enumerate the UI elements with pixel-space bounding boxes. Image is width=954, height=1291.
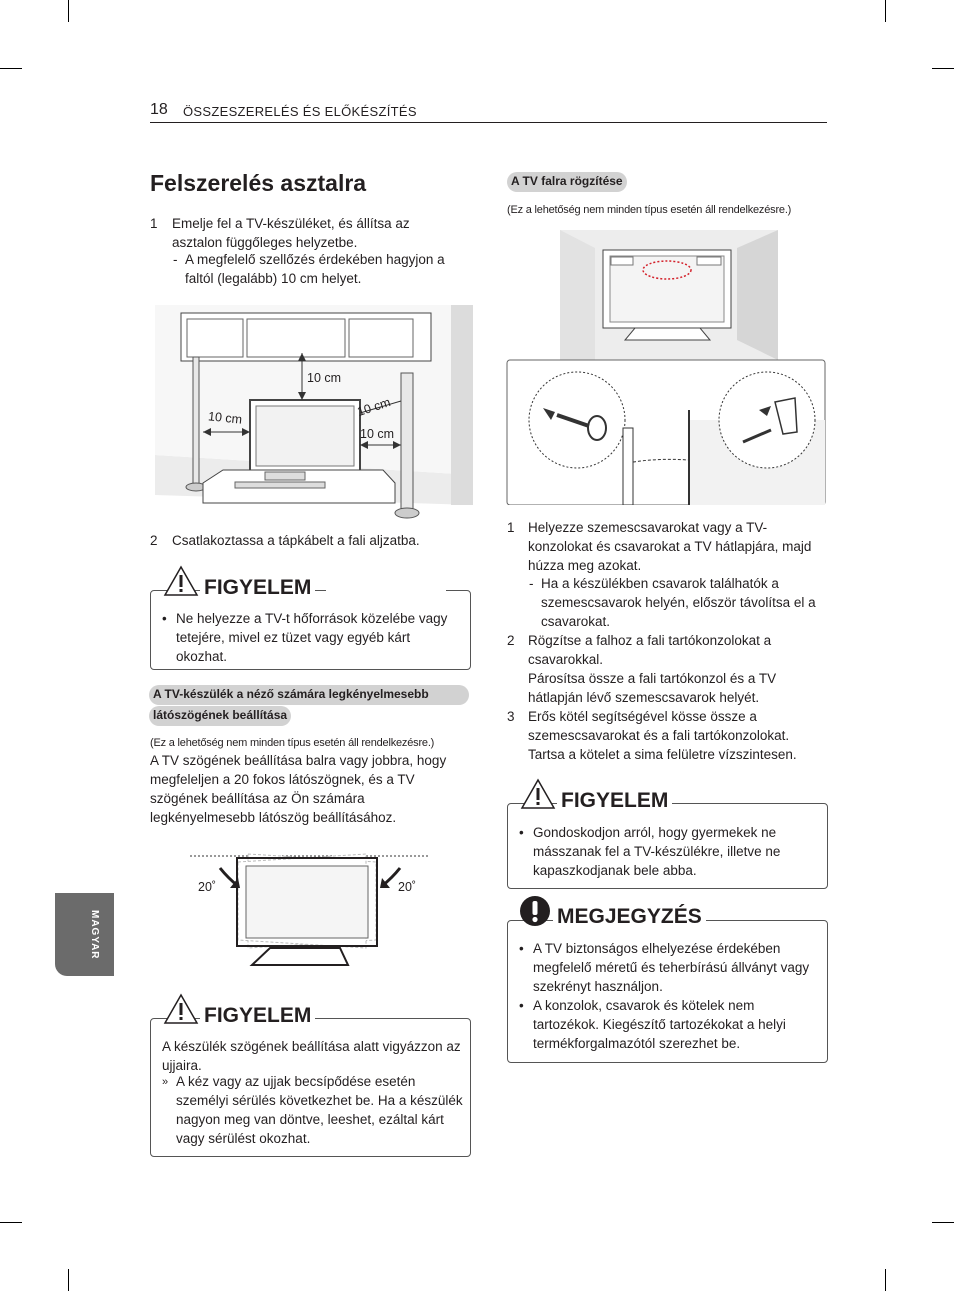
bullet-glyph: •	[162, 611, 167, 626]
step-number: -	[529, 576, 534, 591]
tv-swivel-diagram	[190, 848, 430, 970]
bullet-glyph: •	[519, 941, 524, 956]
crop-mark	[68, 1269, 69, 1291]
warning-triangle-icon	[520, 778, 556, 810]
step-text: Emelje fel a TV-készüléket, és állítsa az asztalon függőleges helyzetbe.	[172, 216, 410, 250]
crop-mark	[0, 1222, 22, 1223]
angle-right-label: 20˚	[398, 880, 417, 894]
step-text: Helyezze szemescsavarokat vagy a TV-konzolokat és csavarokat a TV hátlapjára, majd húzza meg azokat.	[528, 520, 812, 573]
step-text: Erős kötél segítségével kösse össze a szemescsavarokat és a fali tartókonzolokat. Tartsa a kötelet a sima felületre vízszintesen.	[528, 709, 797, 762]
warning-triangle-icon	[163, 993, 199, 1025]
caution-bullet: A kéz vagy az ujjak becsípődése esetén személyi sérülés következhet be. Ha a készülék nagyon meg van döntve, leeshet, ezáltal kárt vagy sérülést okozhat.	[176, 1074, 463, 1146]
crop-mark	[68, 0, 69, 22]
wall-mounting-diagram	[505, 230, 827, 505]
section-heading: A TV-készülék a néző számára legkényelmesebb	[149, 685, 469, 705]
step-subtext: A megfelelő szellőzés érdekében hagyjon a faltól (legalább) 10 cm helyet.	[185, 252, 445, 286]
clearance-right-label: 10 cm	[360, 427, 395, 441]
step-text: Csatlakoztassa a tápkábelt a fali aljzatba.	[172, 533, 420, 548]
crop-mark	[932, 1222, 954, 1223]
caution-title: FIGYELEM	[200, 1004, 315, 1028]
angle-left-label: 20˚	[198, 880, 217, 894]
step-number: 2	[150, 533, 158, 548]
clearance-right-top-label: 10 cm	[355, 395, 393, 419]
page-title: Felszerelés asztalra	[150, 170, 367, 196]
crop-mark	[885, 0, 886, 22]
note-text: A TV biztonságos elhelyezése érdekében megfelelő méretű és teherbírású állványt vagy szekrényt használjon.	[533, 941, 810, 994]
clearance-left-label: 10 cm	[207, 409, 243, 427]
crop-mark	[885, 1269, 886, 1291]
step-dash: -	[173, 252, 178, 267]
crop-mark	[0, 68, 22, 69]
angle-text: A TV szögének beállítása balra vagy jobbra, hogy megfeleljen a 20 fokos látószögnek, és a TV szögének beállítása az Ön számára legkényelmesebb látószög beállításához.	[150, 753, 447, 825]
bullet-glyph: •	[519, 998, 524, 1013]
step-text: Párosítsa össze a fali tartókonzol és a TV hátlapján lévő szemescsavarok helyét.	[528, 671, 777, 705]
warning-triangle-icon	[163, 565, 199, 597]
exclamation-circle-icon	[519, 895, 551, 927]
availability-note: (Ez a lehetőség nem minden típus esetén áll rendelkezésre.)	[507, 204, 792, 216]
section-heading: látószögének beállítása	[149, 706, 291, 726]
section-heading: A TV falra rögzítése	[507, 172, 627, 192]
caution-text: Ne helyezze a TV-t hőforrások közelébe vagy tetejére, mivel ez tüzet vagy egyéb kárt okozhat.	[176, 611, 448, 664]
availability-note: (Ez a lehetőség nem minden típus esetén áll rendelkezésre.)	[150, 737, 435, 749]
clearance-top-label: 10 cm	[307, 371, 342, 385]
step-text: Rögzítse a falhoz a fali tartókonzolokat a csavarokkal.	[528, 633, 772, 667]
caution-text: A készülék szögének beállítása alatt vigyázzon az ujjaira.	[162, 1039, 461, 1073]
crop-mark	[932, 68, 954, 69]
step-text: Ha a készülékben csavarok találhatók a szemescsavarok helyén, először távolítsa el a csavarokat.	[541, 576, 816, 629]
tv-stand-clearance-diagram	[155, 305, 473, 525]
header-rule	[150, 122, 827, 123]
step-number: 1	[150, 216, 158, 231]
caution-title: FIGYELEM	[200, 576, 315, 600]
section-title: ÖSSZESZERELÉS ÉS ELŐKÉSZÍTÉS	[183, 104, 417, 119]
caution-title: FIGYELEM	[557, 789, 672, 813]
caution-text: Gondoskodjon arról, hogy gyermekek ne másszanak fel a TV-készülékre, illetve ne kapaszkodjanak bele abba.	[533, 825, 781, 878]
step-number: 1	[507, 520, 515, 535]
step-number: 3	[507, 709, 515, 724]
step-number: 2	[507, 633, 515, 648]
note-text: A konzolok, csavarok és kötelek nem tartozékok. Kiegészítő tartozékokat a helyi termékforgalmazótól szerezhet be.	[533, 998, 786, 1051]
language-tab-label: MAGYAR	[89, 910, 100, 960]
note-title: MEGJEGYZÉS	[553, 905, 706, 929]
page-number: 18	[150, 101, 168, 118]
bullet-marker: »	[162, 1076, 169, 1088]
bullet-glyph: •	[519, 825, 524, 840]
